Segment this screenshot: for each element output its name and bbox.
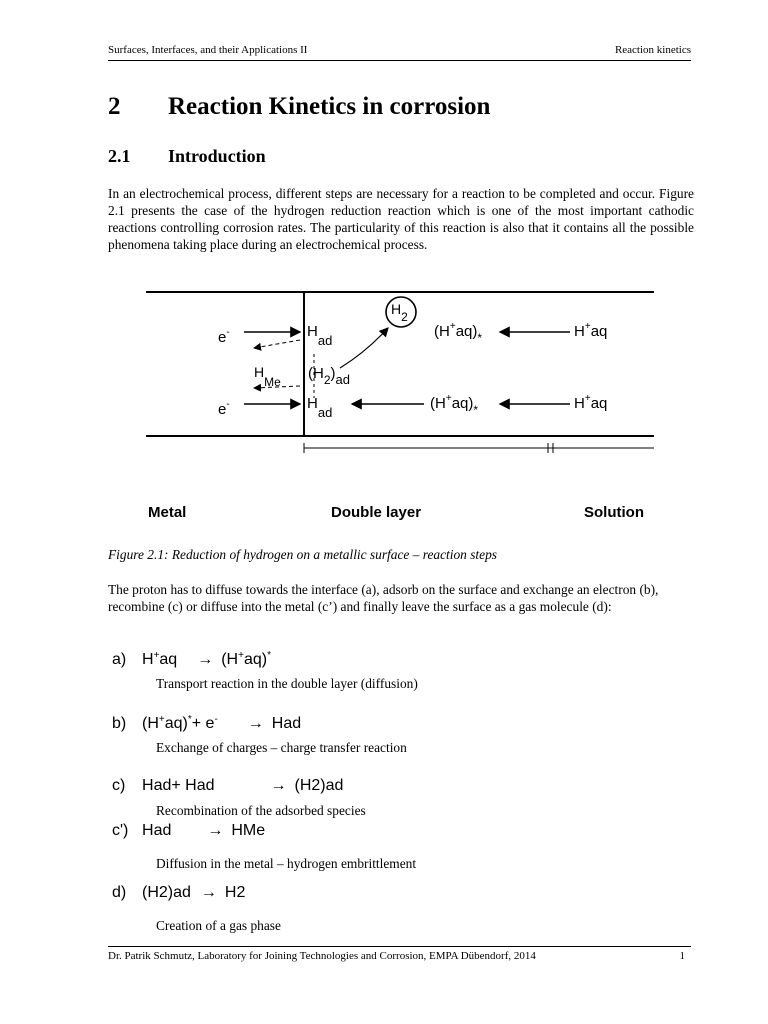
region-label-metal: Metal <box>148 504 187 521</box>
running-header-right: Reaction kinetics <box>614 44 691 56</box>
desorption-arrow <box>340 328 388 368</box>
h2-gas-label: H2 <box>391 301 408 324</box>
reaction-arrow: → <box>247 715 264 733</box>
intro-paragraph: In an electrochemical process, different steps are necessary for a reaction to be completed and occur. Figure 2.1 presents the case of the hydrogen reduction reaction which is one of the most important cathodic reactions controlling corrosion rates. The particularity of this reaction is also that it contains all the possible phenomena taking place during an electrochemical process. <box>108 186 694 252</box>
reaction-arrow: → <box>200 884 217 901</box>
header-rule <box>108 60 691 61</box>
h-metal-label: HMe <box>254 364 281 389</box>
h-aq-star-bottom: $(H^+aq)_*$ <box>430 393 479 417</box>
reaction-c-prime-description: Diffusion in the metal – hydrogen embrittlement <box>156 856 417 871</box>
reaction-c-prime: c') Had → HMe <box>112 822 266 839</box>
reaction-arrow: → <box>197 651 214 669</box>
reaction-d-description: Creation of a gas phase <box>156 918 281 933</box>
reaction-a-description: Transport reaction in the double layer (diffusion) <box>156 676 418 691</box>
reaction-label: c') <box>112 822 129 839</box>
h-aq-bottom: H+aq <box>574 393 608 412</box>
section-heading <box>108 146 266 167</box>
reaction-label: d) <box>112 884 127 901</box>
h-aq-star-top: $(H^+aq)_*$ <box>434 321 483 345</box>
electron-label-top: e- <box>218 327 230 346</box>
h2-adsorbed-label: $(H_2)ad$ <box>308 365 350 387</box>
reaction-b-description: Exchange of charges – charge transfer reaction <box>156 740 407 755</box>
chapter-heading <box>108 93 490 121</box>
h-adsorbed-bottom: Had <box>307 395 333 420</box>
running-header-left: Surfaces, Interfaces, and their Applications II <box>108 44 308 56</box>
reaction-label: c) <box>112 777 126 794</box>
region-label-double-layer: Double layer <box>331 504 422 521</box>
h-aq-top: H+aq <box>574 321 608 340</box>
reaction-arrow: → <box>270 777 287 794</box>
reaction-c: c) Had+ Had → (H2)ad <box>112 777 344 794</box>
reaction-a: a) H+aq → (H+aq)* <box>112 650 271 669</box>
chapter-title: Reaction Kinetics in corrosion <box>168 93 491 120</box>
region-label-solution: Solution <box>584 504 644 521</box>
reaction-steps-diagram <box>108 282 668 532</box>
section-title: Introduction <box>168 146 266 166</box>
footer-author: Dr. Patrik Schmutz, Laboratory for Joining Technologies and Corrosion, EMPA Dübendorf, 2014 <box>108 950 536 962</box>
footer-rule <box>108 946 691 947</box>
electron-label-bottom: e- <box>218 399 230 418</box>
reaction-arrow: → <box>207 822 224 839</box>
dashed-arrow-top <box>254 340 300 348</box>
reaction-c-description: Recombination of the adsorbed species <box>156 803 366 818</box>
chapter-number: 2 <box>108 93 121 120</box>
reaction-label: b) <box>112 715 127 733</box>
section-number: 2.1 <box>108 146 131 166</box>
steps-paragraph: The proton has to diffuse towards the interface (a), adsorb on the surface and exchange an electron (b), recombine (c) or diffuse into the metal (c’) and finally leave the surface as a gas molecule (d): <box>108 582 659 614</box>
page-number: 1 <box>679 950 685 962</box>
reaction-d: d) (H2)ad → H2 <box>112 884 246 901</box>
h-adsorbed-top: Had <box>307 323 333 348</box>
reaction-b: b) (H+aq)*+ e- → Had <box>112 714 302 733</box>
figure-caption: Figure 2.1: Reduction of hydrogen on a metallic surface – reaction steps <box>108 547 497 562</box>
reaction-label: a) <box>112 651 127 669</box>
